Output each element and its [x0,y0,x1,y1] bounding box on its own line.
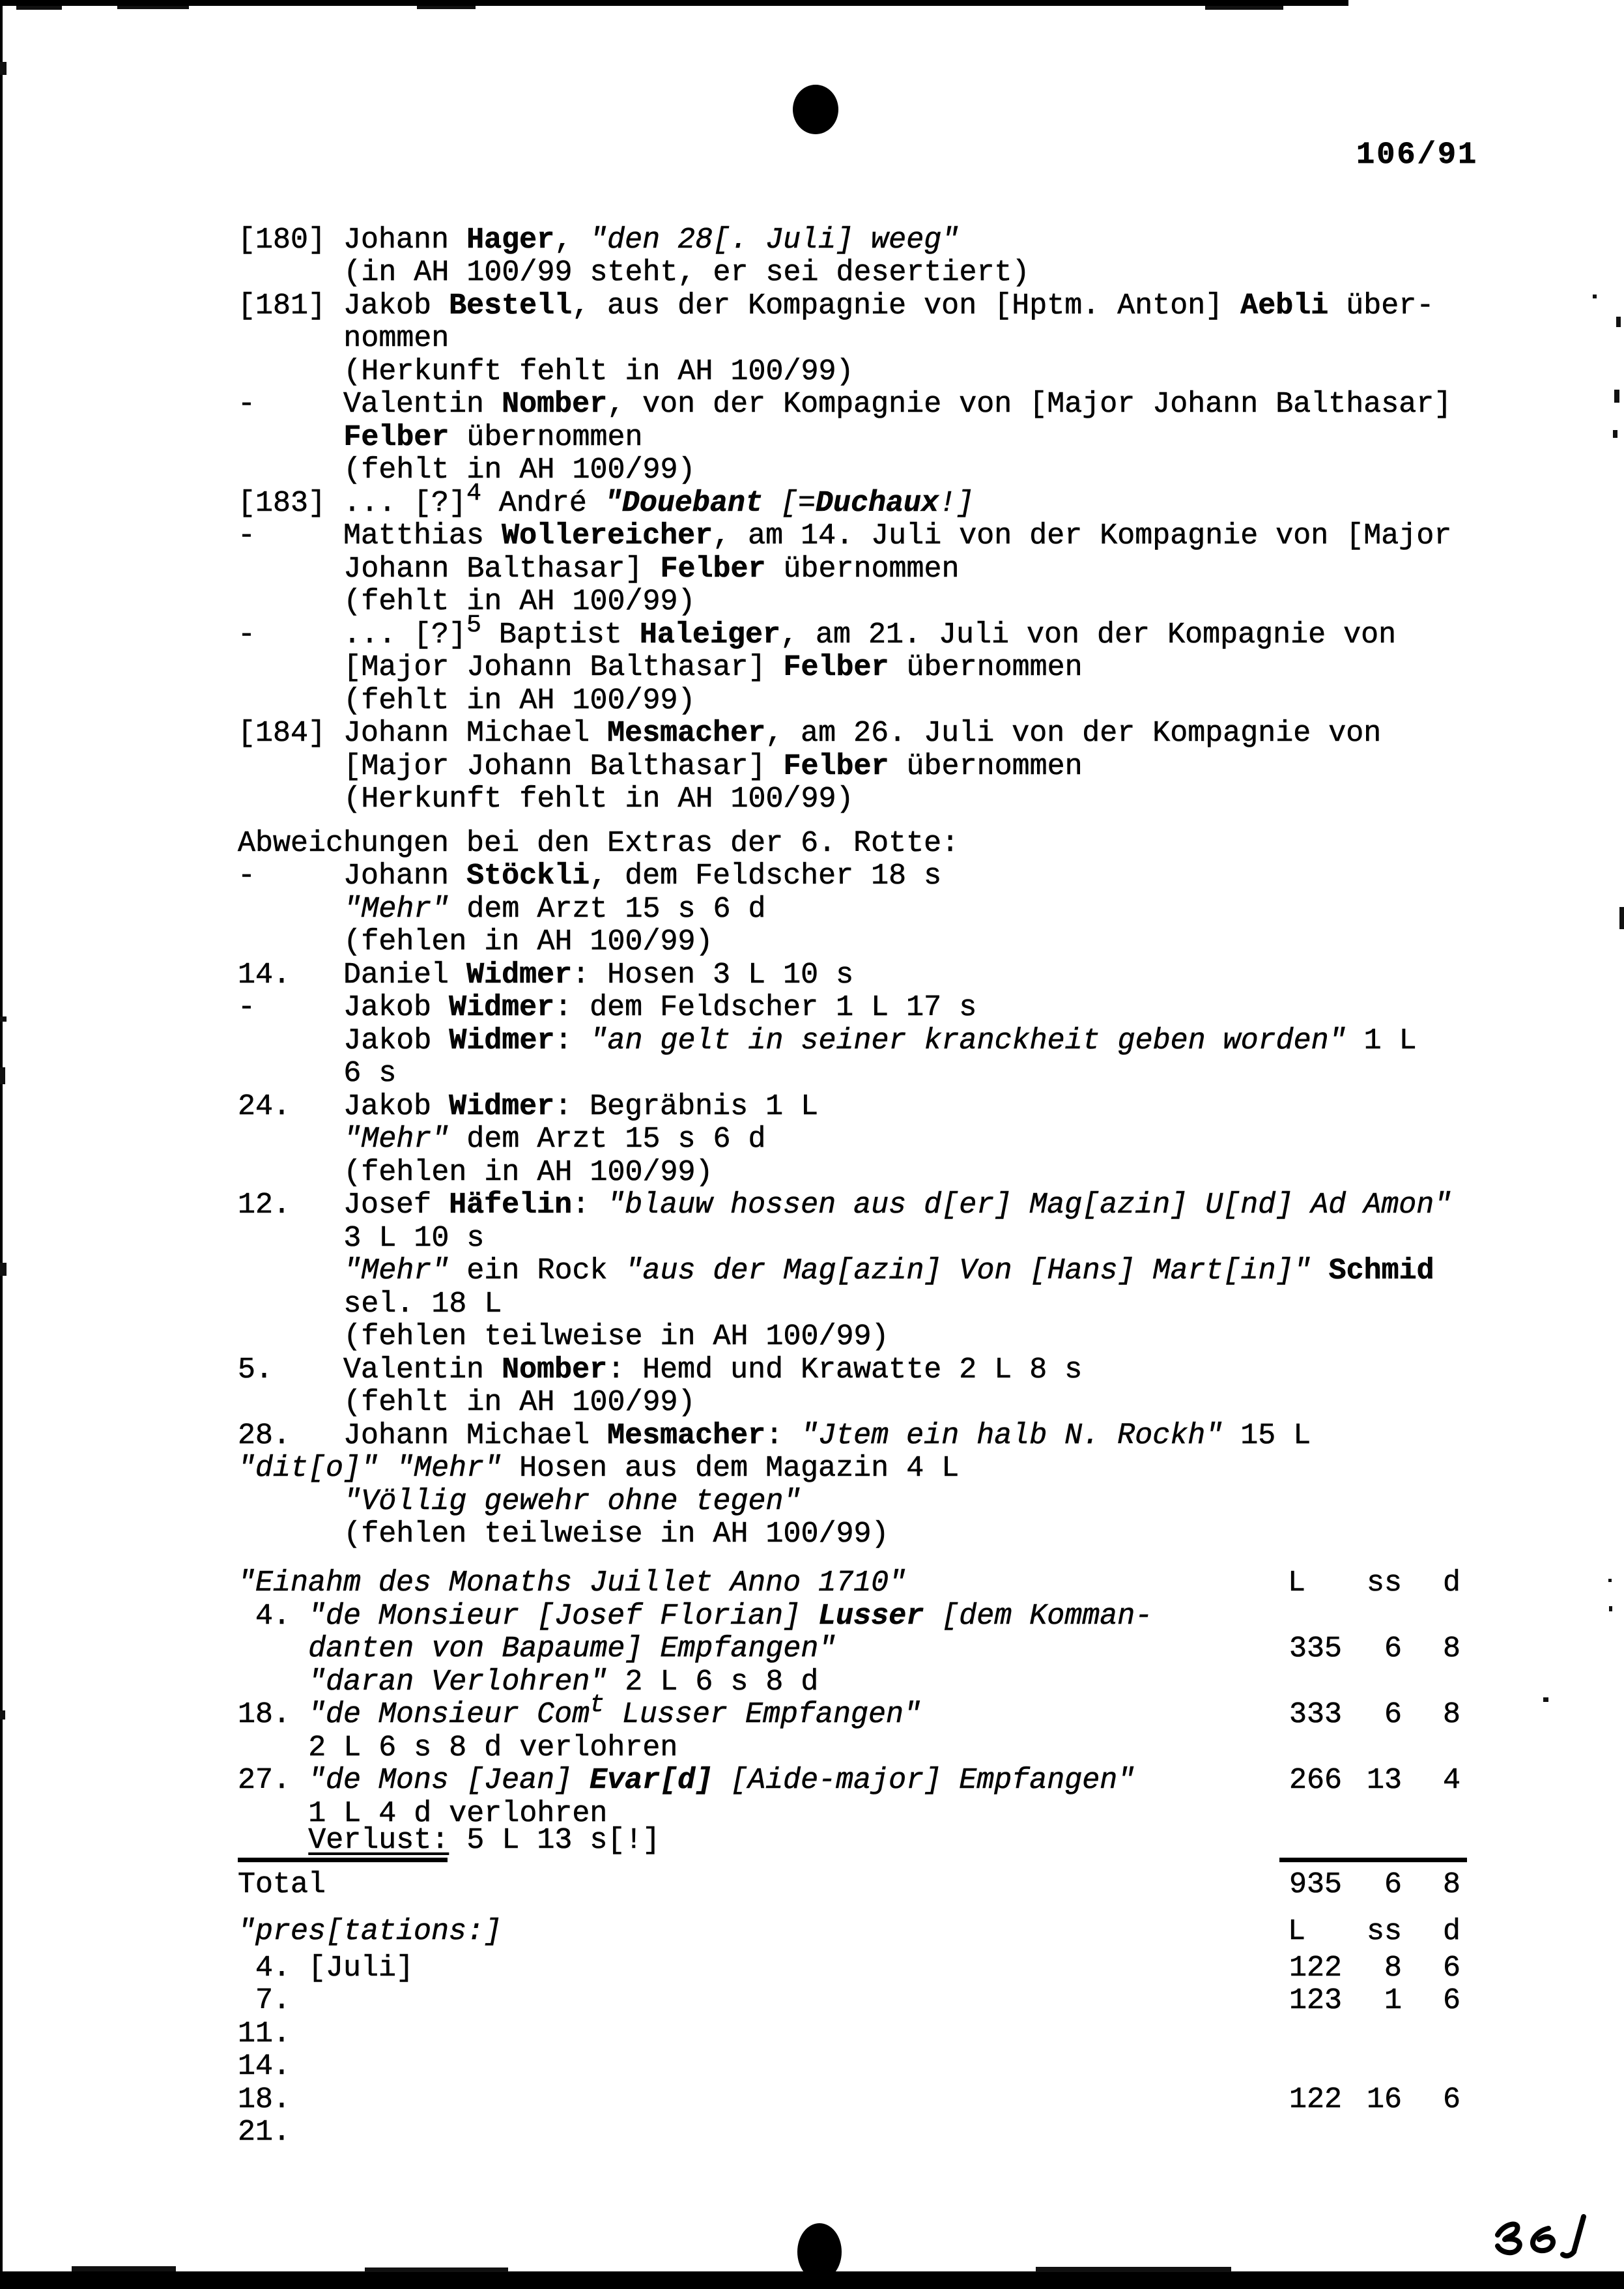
document-line: Jakob Widmer: "an gelt in seiner kranckheit geben worden" 1 L [343,1024,1417,1058]
document-line: 24. Jakob Widmer: Begräbnis 1 L [238,1090,819,1123]
scan-edge-bottom-bump [365,2267,508,2272]
document-line: - Jakob Widmer: dem Feldscher 1 L 17 s [238,991,977,1024]
document-line: (fehlen teilweise in AH 100/99) [343,1518,889,1551]
document-line: [Major Johann Balthasar] Felber übernommen [343,750,1083,783]
amount-column-ss: 6 [1384,1632,1402,1665]
amount-column-d: 4 [1442,1764,1460,1797]
document-line: Felber übernommen [343,421,643,454]
total-rule-right [1279,1858,1467,1862]
document-line: (Herkunft fehlt in AH 100/99) [343,355,854,388]
document-line: 7. 123 1 6 [238,1984,1460,2017]
document-line: [180] Johann Hager, "den 28[. Juli] weeg" [238,223,960,257]
scan-edge-top [0,0,1348,6]
document-line: (fehlen in AH 100/99) [343,1156,713,1189]
amount-column-ss: 1 [1384,1984,1402,2017]
document-line: "Einahm des Monaths Juillet Anno 1710" L ss d [238,1566,1460,1600]
amount-column-ss: ss [1366,1566,1402,1600]
amount-column-d: 8 [1442,1868,1460,1901]
amount-column-ss: 8 [1384,1951,1402,1985]
scan-speck [1593,295,1597,298]
amount-column-L: 266 [1289,1764,1342,1797]
document-line: (Herkunft fehlt in AH 100/99) [343,783,854,816]
amount-column-L: 122 [1289,1951,1342,1985]
document-line: 3 L 10 s [343,1222,485,1255]
document-line: 18. 122 16 6 [238,2083,1460,2116]
amount-column-d: 6 [1442,1951,1460,1985]
amount-column-ss: ss [1366,1915,1402,1948]
amount-column-d: 6 [1442,1984,1460,2017]
document-line: Total 935 6 8 [238,1868,1460,1901]
scan-edge-left-tick [0,62,7,75]
document-line: 6 s [343,1057,397,1090]
amount-column-L: L [1287,1915,1305,1948]
scan-speck [1608,1579,1612,1582]
document-line: 2 L 6 s 8 d verlohren [308,1731,678,1764]
scan-edge-bottom-bump [1036,2267,1231,2272]
document-line: (fehlt in AH 100/99) [343,585,696,618]
document-line: (in AH 100/99 steht, er sei desertiert) [343,256,1030,289]
document-line: 12. Josef Häfelin: "blauw hossen aus d[er] Mag[azin] U[nd] Ad Amon" [238,1188,1452,1222]
handwritten-mark [1489,2210,1599,2266]
document-line: 11. [238,2017,291,2051]
document-line: Verlust: 5 L 13 s[!] [308,1824,661,1857]
scan-edge-left-tick [0,1016,7,1022]
total-rule-left [238,1858,448,1862]
document-line: 27. "de Mons [Jean] Evar[d] [Aide-major] Empfangen" 266 13 4 [238,1764,1460,1797]
document-line: (fehlt in AH 100/99) [343,1386,696,1419]
amount-column-ss: 16 [1366,2083,1402,2116]
document-line: - Valentin Nomber, von der Kompagnie von [Major Johann Balthasar] [238,388,1452,421]
amount-column-L: 333 [1289,1698,1342,1731]
document-line: 14. [238,2050,291,2083]
document-line: 18. "de Monsieur Com$^t$ Lusser Empfangen" 333 6 8 [238,1691,1460,1731]
amount-column-L: L [1287,1566,1305,1600]
amount-column-L: 122 [1289,2083,1342,2116]
scan-speck [1543,1697,1548,1702]
page-number: 106/91 [1356,138,1479,173]
amount-column-d: d [1442,1566,1460,1600]
document-line: [181] Jakob Bestell, aus der Kompagnie von [Hptm. Anton] Aebli über- [238,289,1434,323]
scan-edge-left [0,0,3,2289]
amount-column-ss: 6 [1384,1868,1402,1901]
document-line: Johann Balthasar] Felber übernommen [343,553,960,586]
amount-column-L: 123 [1289,1984,1342,2017]
scan-edge-left-tick [0,1710,5,1720]
document-line: 14. Daniel Widmer: Hosen 3 L 10 s [238,958,854,992]
document-line: 4. [Juli] 122 8 6 [238,1951,1460,1985]
punch-hole-bottom [797,2223,842,2281]
scan-edge-left-tick [0,1263,7,1276]
document-line: danten von Bapaume] Empfangen" 335 6 8 [308,1632,1460,1665]
amount-column-d: 8 [1442,1632,1460,1665]
document-line: - ... [?]$^5$ Baptist Haleiger, am 21. Juli von der Kompagnie von [238,611,1397,652]
punch-hole-top [793,85,838,134]
scan-speck [1609,1606,1612,1611]
document-line: Abweichungen bei den Extras der 6. Rotte: [238,827,960,860]
document-line: "pres[tations:] L ss d [238,1915,1460,1948]
document-line: 21. [238,2116,291,2149]
document-line: "Völlig gewehr ohne tegen" [343,1485,801,1518]
document-line: (fehlt in AH 100/99) [343,453,696,487]
document-line: [183] ... [?]$^4$ André "Douebant [=Duchaux!] [238,480,975,520]
document-line: "dit[o]" "Mehr" Hosen aus dem Magazin 4 L [238,1452,960,1485]
scan-edge-top-bump [1205,6,1283,10]
amount-column-L: 935 [1289,1868,1342,1901]
amount-column-ss: 13 [1366,1764,1402,1797]
document-line: [184] Johann Michael Mesmacher, am 26. Juli von der Kompagnie von [238,717,1382,750]
amount-column-d: 8 [1442,1698,1460,1731]
scan-speck [1614,390,1619,403]
document-line: [Major Johann Balthasar] Felber übernommen [343,651,1083,684]
document-line: (fehlt in AH 100/99) [343,684,696,717]
scan-speck [1613,430,1617,438]
scan-edge-bottom-bump [72,2266,176,2271]
scan-edge-top-bump [117,6,189,9]
scan-edge-left-tick [0,1067,5,1084]
amount-column-L: 335 [1289,1632,1342,1665]
scan-speck [1619,907,1624,929]
document-line: "daran Verlohren" 2 L 6 s 8 d [308,1665,819,1699]
document-line: "Mehr" dem Arzt 15 s 6 d [343,1123,766,1156]
document-line: 1 L 4 d verlohren [308,1797,608,1830]
amount-column-d: 6 [1442,2083,1460,2116]
amount-column-ss: 6 [1384,1698,1402,1731]
scan-edge-top-bump [16,6,62,10]
document-line: nommen [343,322,449,355]
document-line: 4. "de Monsieur [Josef Florian] Lusser [dem Komman- [238,1600,1153,1633]
amount-column-d: d [1442,1915,1460,1948]
document-line: sel. 18 L [343,1288,502,1321]
document-line: 28. Johann Michael Mesmacher: "Jtem ein halb N. Rockh" 15 L [238,1419,1311,1452]
document-line: (fehlen in AH 100/99) [343,925,713,958]
document-line: 5. Valentin Nomber: Hemd und Krawatte 2 L 8 s [238,1353,1083,1387]
scan-speck [1616,317,1621,327]
document-line: - Johann Stöckli, dem Feldscher 18 s [238,859,942,893]
document-line: - Matthias Wollereicher, am 14. Juli von der Kompagnie von [Major [238,519,1452,553]
document-line: "Mehr" ein Rock "aus der Mag[azin] Von [Hans] Mart[in]" Schmid [343,1254,1434,1288]
document-line: "Mehr" dem Arzt 15 s 6 d [343,893,766,926]
document-line: (fehlen teilweise in AH 100/99) [343,1320,889,1353]
scan-edge-top-bump [417,6,476,9]
